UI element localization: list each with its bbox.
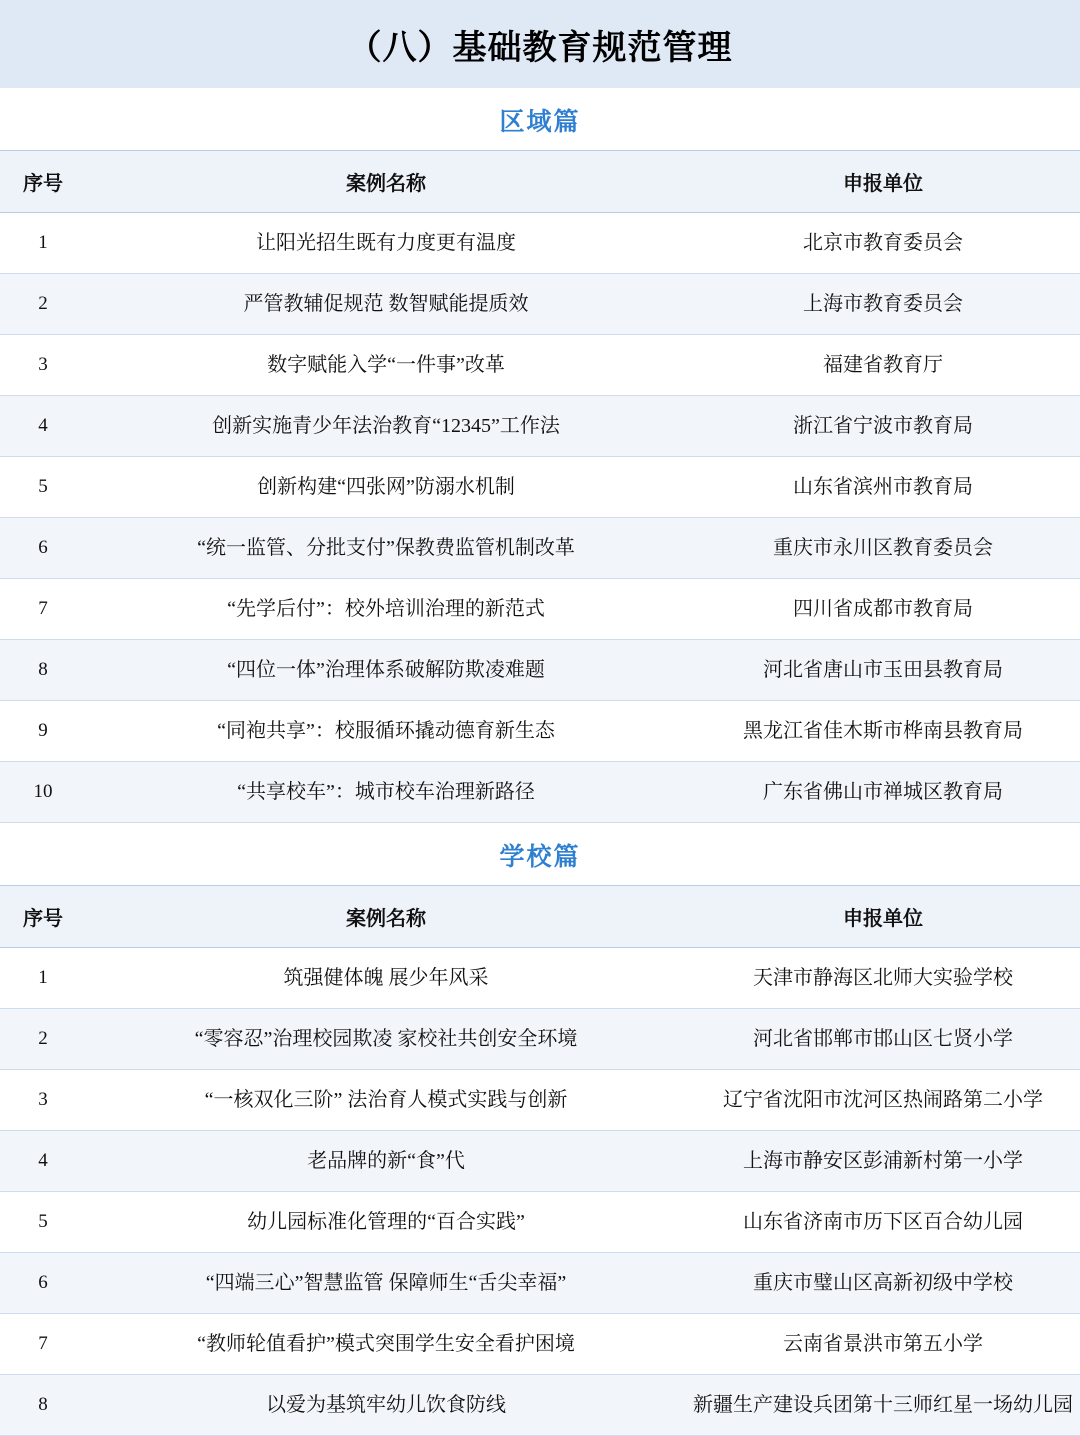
cell-no: 10 [0,762,86,823]
cell-case-name: “共享校车”：城市校车治理新路径 [86,762,686,823]
section-title-region: 区域篇 [499,109,581,136]
cell-no: 1 [0,948,86,1009]
table-row [0,1131,1080,1192]
table-row [0,1375,1080,1436]
cell-org: 云南省景洪市第五小学 [686,1314,1080,1375]
cell-no: 2 [0,274,86,335]
cell-case-name: 以爱为基筑牢幼儿饮食防线 [86,1375,686,1436]
cell-case-name: 创新构建“四张网”防溺水机制 [86,457,686,518]
cell-no: 9 [0,701,86,762]
table-row [0,762,1080,823]
cell-org: 新疆生产建设兵团第十三师红星一场幼儿园 [686,1375,1080,1436]
column-header-org: 申报单位 [686,151,1080,213]
cell-case-name: “四端三心”智慧监管 保障师生“舌尖幸福” [86,1253,686,1314]
cell-case-name: 筑强健体魄 展少年风采 [86,948,686,1009]
cell-no: 3 [0,1070,86,1131]
table-row [0,579,1080,640]
cell-org: 河北省邯郸市邯山区七贤小学 [686,1009,1080,1070]
cell-org: 天津市静海区北师大实验学校 [686,948,1080,1009]
cell-no: 5 [0,1192,86,1253]
table-row [0,457,1080,518]
column-header-no: 序号 [0,886,86,948]
cell-case-name: “教师轮值看护”模式突围学生安全看护困境 [86,1314,686,1375]
cell-no: 4 [0,1131,86,1192]
cell-no: 4 [0,396,86,457]
cell-no: 7 [0,579,86,640]
cell-case-name: 创新实施青少年法治教育“12345”工作法 [86,396,686,457]
table-row [0,701,1080,762]
cell-case-name: “统一监管、分批支付”保教费监管机制改革 [86,518,686,579]
section-heading-school [0,823,1080,885]
cell-no: 8 [0,640,86,701]
case-table-school [0,885,1080,1436]
page-title: （八）基础教育规范管理 [347,29,733,67]
case-table-region [0,150,1080,823]
column-header-no: 序号 [0,151,86,213]
cell-org: 浙江省宁波市教育局 [686,396,1080,457]
table-row [0,213,1080,274]
cell-case-name: “同袍共享”：校服循环撬动德育新生态 [86,701,686,762]
column-header-case-name: 案例名称 [86,886,686,948]
cell-org: 上海市教育委员会 [686,274,1080,335]
cell-org: 北京市教育委员会 [686,213,1080,274]
cell-no: 8 [0,1375,86,1436]
cell-case-name: “四位一体”治理体系破解防欺凌难题 [86,640,686,701]
cell-no: 5 [0,457,86,518]
table-row [0,1314,1080,1375]
cell-org: 四川省成都市教育局 [686,579,1080,640]
cell-no: 6 [0,518,86,579]
table-row [0,335,1080,396]
cell-org: 重庆市永川区教育委员会 [686,518,1080,579]
cell-org: 辽宁省沈阳市沈河区热闹路第二小学 [686,1070,1080,1131]
table-header-row [0,886,1080,948]
cell-case-name: “先学后付”：校外培训治理的新范式 [86,579,686,640]
cell-no: 3 [0,335,86,396]
cell-case-name: 老品牌的新“食”代 [86,1131,686,1192]
cell-no: 2 [0,1009,86,1070]
table-row [0,274,1080,335]
cell-no: 1 [0,213,86,274]
title-band [0,0,1080,88]
cell-org: 河北省唐山市玉田县教育局 [686,640,1080,701]
table-header-row [0,151,1080,213]
table-row [0,948,1080,1009]
column-header-org: 申报单位 [686,886,1080,948]
cell-org: 福建省教育厅 [686,335,1080,396]
cell-org: 黑龙江省佳木斯市桦南县教育局 [686,701,1080,762]
section-title-school: 学校篇 [499,844,581,871]
table-row [0,396,1080,457]
column-header-case-name: 案例名称 [86,151,686,213]
cell-case-name: “一核双化三阶” 法治育人模式实践与创新 [86,1070,686,1131]
cell-org: 重庆市璧山区高新初级中学校 [686,1253,1080,1314]
table-row [0,1253,1080,1314]
cell-case-name: 幼儿园标准化管理的“百合实践” [86,1192,686,1253]
cell-no: 7 [0,1314,86,1375]
table-row [0,1009,1080,1070]
cell-case-name: 严管教辅促规范 数智赋能提质效 [86,274,686,335]
cell-org: 广东省佛山市禅城区教育局 [686,762,1080,823]
cell-case-name: 让阳光招生既有力度更有温度 [86,213,686,274]
cell-org: 上海市静安区彭浦新村第一小学 [686,1131,1080,1192]
table-row [0,1070,1080,1131]
cell-org: 山东省济南市历下区百合幼儿园 [686,1192,1080,1253]
table-row [0,518,1080,579]
table-row [0,640,1080,701]
cell-no: 6 [0,1253,86,1314]
cell-org: 山东省滨州市教育局 [686,457,1080,518]
section-heading-region [0,88,1080,150]
cell-case-name: “零容忍”治理校园欺凌 家校社共创安全环境 [86,1009,686,1070]
cell-case-name: 数字赋能入学“一件事”改革 [86,335,686,396]
table-row [0,1192,1080,1253]
